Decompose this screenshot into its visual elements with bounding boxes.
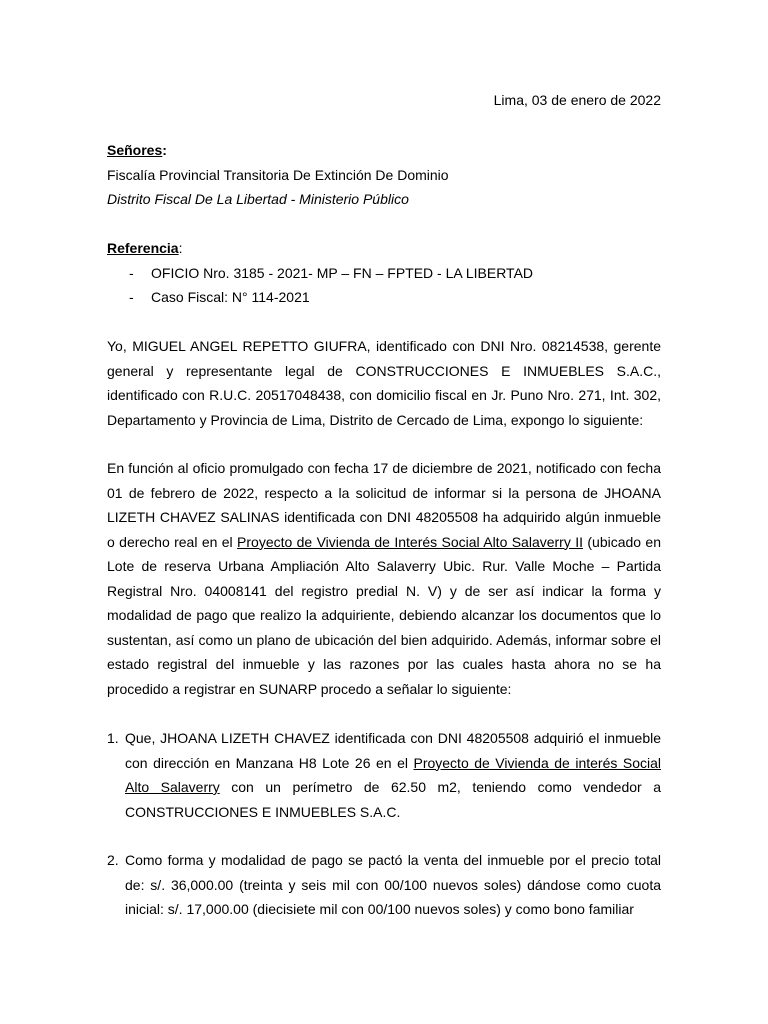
list-marker: 1. [107, 730, 119, 746]
list-item-text [125, 848, 661, 922]
reference-item-text: OFICIO Nro. 3185 - 2021- MP – FN – FPTED - LA LIBERTAD [151, 264, 534, 281]
recipient-heading-label: Señores [107, 142, 163, 158]
project-link[interactable]: Proyecto de Vivienda de interés Social Alto Salaverry [125, 754, 661, 795]
intro-block [107, 334, 661, 432]
recipient-line-2: Distrito Fiscal De La Libertad - Ministerio Público [107, 191, 409, 207]
numbered-item-1 [107, 726, 661, 824]
body-block [107, 456, 661, 701]
body-text-part2: (ubicado en Lote de reserva Urbana Ampliación Alto Salaverry Ubic. Rur. Valle Moche – Partida Registral Nro. 04008141 del registro predial N. V) y de ser así indicar la forma y modalidad de pago que realizo la adquiriente, debiendo alcanzar los documentos que lo sustentan, así como un plano de ubicación del bien adquirido. Además, informar sobre el estado registral del inmueble y las razones por las cuales hasta ahora no se ha procedido a registrar en SUNARP procedo a señalar lo siguiente: [107, 533, 662, 697]
recipient-heading-colon: : [162, 142, 167, 158]
reference-item [107, 285, 661, 310]
item-text-part1: Como forma y modalidad de pago se pactó la venta del inmueble por el precio total de: s/. 36,000.00 (treinta y seis mil con 00/100 nuevos soles) dándose como cuota inicial: s/. 17,000.00 (diecisiete mil con 00/100 nuevos soles) y como bono familiar [125, 852, 661, 917]
recipient-line-1: Fiscalía Provincial Transitoria De Extinción De Dominio [107, 166, 449, 183]
reference-heading-label: Referencia [107, 240, 179, 256]
document-date: Lima, 03 de enero de 2022 [493, 92, 661, 108]
project-link[interactable]: Proyecto de Vivienda de Interés Social Alto Salaverry II [237, 533, 583, 550]
reference-bullet: - [129, 289, 134, 305]
body-text-part1: En función al oficio promulgado con fecha 17 de diciembre de 2021, notificado con fecha 01 de febrero de 2022, respecto a la solicitud de informar si la persona de JHOANA LIZETH CHAVEZ SALINAS identificada con DNI 48205508 ha adquirido algún inmueble o derecho real en el [107, 460, 661, 550]
recipient-block [107, 138, 661, 212]
reference-item-text: Caso Fiscal: N° 114-2021 [151, 289, 310, 305]
list-marker: 2. [107, 852, 119, 868]
reference-heading-colon: : [178, 240, 183, 256]
item-text-part2: con un perímetro de 62.50 m2, teniendo como vendedor a CONSTRUCCIONES E INMUEBLES S.A.C. [125, 779, 661, 820]
list-item-text [125, 726, 661, 824]
reference-block [107, 236, 661, 310]
reference-bullet: - [129, 264, 134, 281]
item-text-part1: Que, JHOANA LIZETH CHAVEZ identificada con DNI 48205508 adquirió el inmueble con dirección en Manzana H8 Lote 26 en el [125, 730, 661, 771]
intro-paragraph: Yo, MIGUEL ANGEL REPETTO GIUFRA, identificado con DNI Nro. 08214538, gerente general y representante legal de CONSTRUCCIONES E INMUEBLES S.A.C., identificado con R.U.C. 20517048438, con domicilio fiscal en Jr. Puno Nro. 271, Int. 302, Departamento y Provincia de Lima, Distrito de Cercado de Lima, expongo lo siguiente: [107, 338, 661, 428]
recipient-heading [107, 138, 661, 163]
numbered-item-2 [107, 848, 661, 922]
reference-item [107, 261, 661, 286]
body-paragraph [107, 456, 661, 701]
reference-heading [107, 236, 661, 261]
